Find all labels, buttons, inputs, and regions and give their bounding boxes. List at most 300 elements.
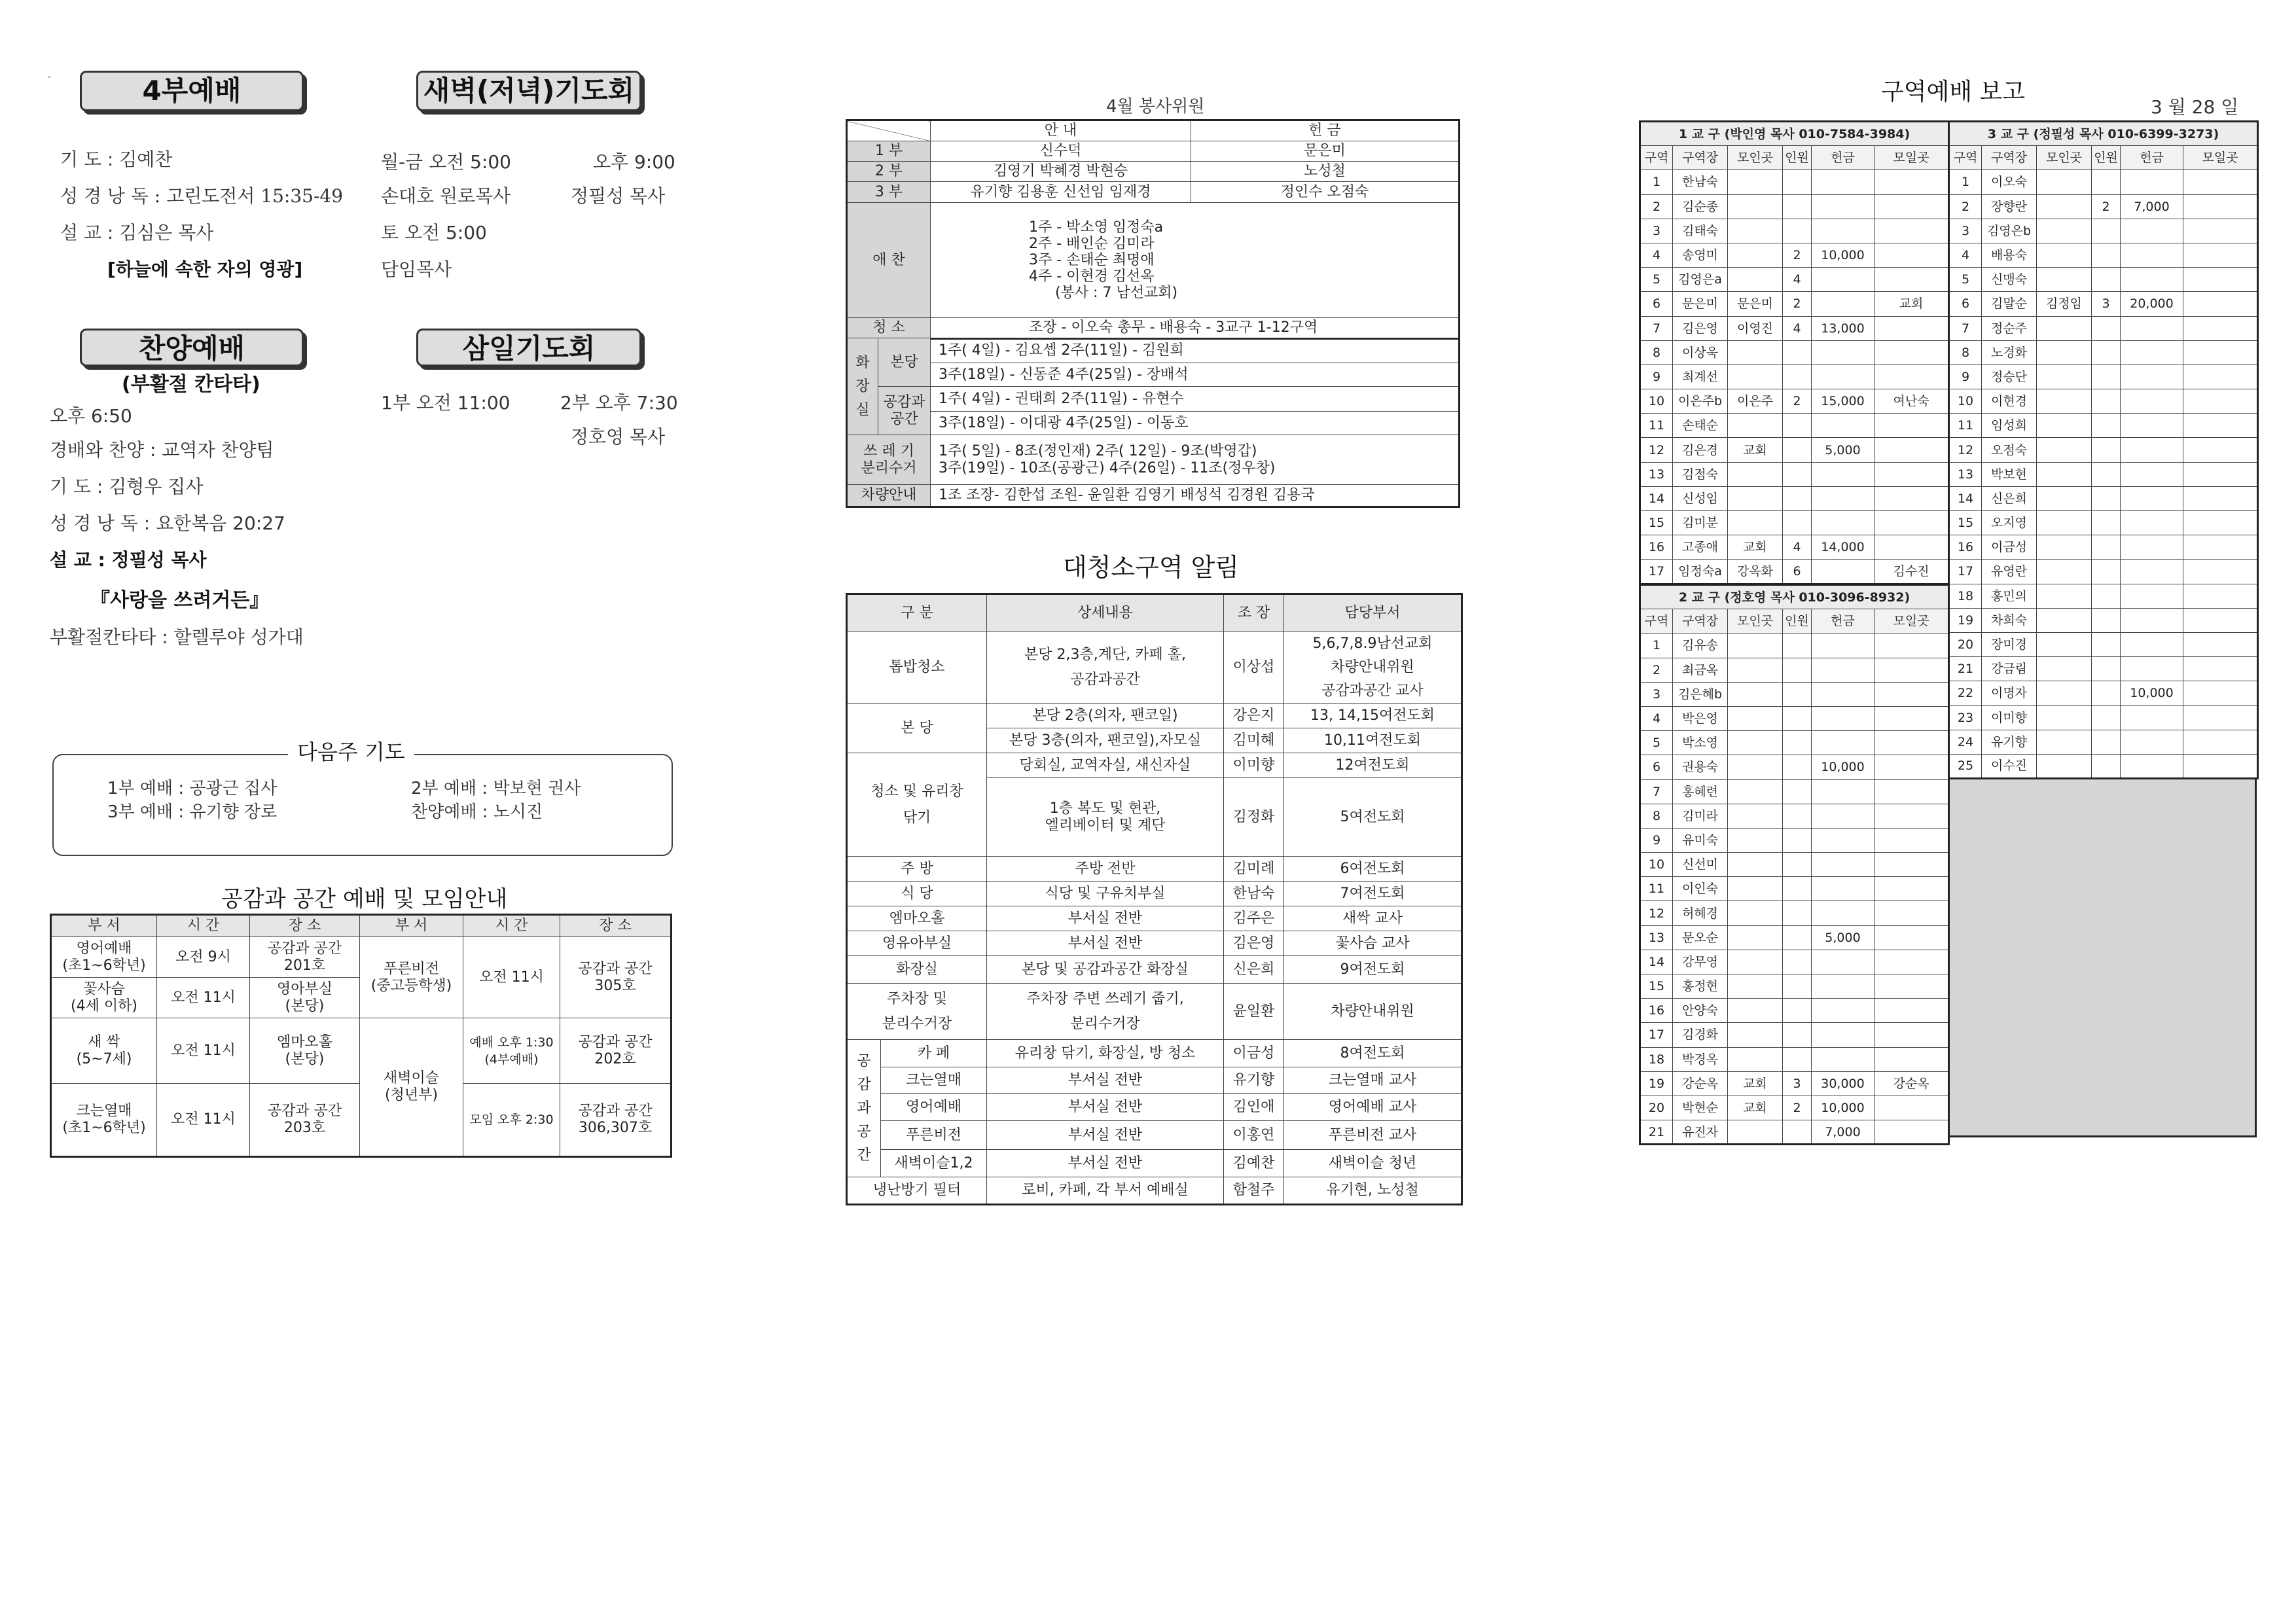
- district-cell: 교회: [1728, 1096, 1783, 1120]
- district-cell: 고종애: [1673, 535, 1728, 560]
- cleaning-cell: 영어예배 교사: [1284, 1094, 1462, 1121]
- col-header: 모일곳: [2183, 146, 2258, 170]
- cleaning-cell: 부서실 전반: [987, 931, 1224, 956]
- choir-line: 4주 - 이현경 김선옥: [1029, 268, 1155, 285]
- praise-reading: 성 경 낭 독 : 요한복음 20:27: [50, 512, 285, 534]
- cleaning-cell: 주차장 및 분리수거장: [847, 984, 987, 1040]
- district-cell: 유기향: [1982, 730, 2037, 754]
- district-cell: 이은주: [1728, 389, 1783, 414]
- district-cell: [1728, 268, 1783, 292]
- district-row: [1640, 414, 1949, 438]
- cleaning-cell: 식 당: [847, 882, 987, 906]
- cleaning-cell: 9여전도회: [1284, 956, 1462, 984]
- volunteer-cell: 1주( 4일) - 김요셉 2주(11일) - 김원희: [931, 338, 1460, 363]
- district-cell: [1812, 219, 1874, 243]
- district-row: [1640, 365, 1949, 389]
- district-2-table: [1639, 584, 1950, 1145]
- district-cell: [2092, 754, 2121, 778]
- district-cell: 10,000: [1812, 755, 1874, 779]
- cleaning-cell: 본 당: [847, 704, 987, 753]
- district-cell: [2092, 268, 2121, 292]
- col-header: 구역: [1640, 146, 1673, 170]
- district-cell: [1783, 901, 1812, 925]
- next-prayer-3: 3부 예배 : 유기향 장로: [107, 802, 278, 822]
- district-cell: 7,000: [2121, 194, 2183, 219]
- district-cell: [2183, 438, 2258, 462]
- district-cell: [1783, 414, 1812, 438]
- district-cell: 유미숙: [1673, 828, 1728, 852]
- cleaning-cell: 화장실: [847, 956, 987, 984]
- district-cell: [2037, 560, 2092, 584]
- district-cell: 1: [1640, 633, 1673, 658]
- space-h-time: 시 간: [157, 915, 250, 937]
- district-row: [1640, 462, 1949, 486]
- cleaning-cell: 강은지: [1224, 704, 1284, 728]
- district-1-table: [1639, 120, 1950, 585]
- district-cell: [2092, 438, 2121, 462]
- district-cell: [1874, 219, 1949, 243]
- district-cell: [1812, 779, 1874, 804]
- cleaning-cell: 윤일환: [1224, 984, 1284, 1040]
- district-cell: [2121, 560, 2183, 584]
- district-cell: 10: [1640, 853, 1673, 877]
- district-cell: [1874, 365, 1949, 389]
- cleaning-h-area: 구 분: [847, 594, 987, 632]
- cleaning-cell: 5,6,7,8.9남선교회 차량안내위원 공감과공간 교사: [1284, 632, 1462, 704]
- district-cell: 20,000: [2121, 292, 2183, 316]
- praise-subtitle: (부활절 칸타타): [122, 373, 260, 396]
- district-row: [1949, 414, 2258, 438]
- cleaning-cell: 유리창 닦기, 화장실, 방 청소: [987, 1040, 1224, 1067]
- district-cell: [2121, 754, 2183, 778]
- district-cell: 5,000: [1812, 925, 1874, 950]
- district-cell: 박소영: [1673, 731, 1728, 755]
- dawn-lead: 담임목사: [381, 259, 452, 280]
- district-cell: [1728, 633, 1783, 658]
- district-cell: 신선미: [1673, 853, 1728, 877]
- worship4-title: 4부예배: [80, 71, 304, 111]
- cleaning-cell: 냉난방기 필터: [847, 1177, 987, 1205]
- district-cell: [1728, 999, 1783, 1023]
- district-cell: 5: [1640, 731, 1673, 755]
- cleaning-cell: 5여전도회: [1284, 778, 1462, 857]
- volunteer-cell: 유기향 김용훈 신선임 임재경: [931, 182, 1191, 203]
- district-cell: [2037, 486, 2092, 510]
- district-cell: [1783, 779, 1812, 804]
- district-cell: 16: [1949, 535, 1982, 560]
- district-cell: [1728, 1023, 1783, 1047]
- volunteer-cell: 문은미: [1191, 141, 1460, 162]
- col-header: 모일곳: [1874, 146, 1949, 170]
- district-cell: 9: [1640, 365, 1673, 389]
- district-2-caption: 2 교 구 (정호영 목사 010-3096-8932): [1640, 585, 1949, 609]
- district-cell: [2121, 389, 2183, 414]
- col-header: 인원: [1783, 146, 1812, 170]
- district-cell: 김점숙: [1673, 462, 1728, 486]
- space-cell: 영어예배 (초1~6학년): [51, 937, 157, 978]
- volunteer-trash: [931, 435, 1460, 485]
- district-row: [1640, 755, 1949, 779]
- district-cell: 7: [1640, 779, 1673, 804]
- space-cell: 공감과 공간 305호: [560, 937, 672, 1018]
- district-row: [1640, 658, 1949, 682]
- district-cell: 24: [1949, 730, 1982, 754]
- district-cell: [2121, 268, 2183, 292]
- district-cell: 7,000: [1812, 1120, 1874, 1145]
- cleaning-cell: 차량안내위원: [1284, 984, 1462, 1040]
- district-cell: [1812, 462, 1874, 486]
- district-cell: [2092, 486, 2121, 510]
- district-cell: [2121, 414, 2183, 438]
- district-cell: 16: [1640, 999, 1673, 1023]
- choir-line: (봉사 : 7 남선교회): [1055, 285, 1178, 301]
- district-cell: [1783, 1047, 1812, 1071]
- district-cell: 유진자: [1673, 1120, 1728, 1145]
- district-row: [1640, 389, 1949, 414]
- volunteer-row-label: 애 찬: [847, 203, 931, 318]
- col-header: 모인곳: [1728, 146, 1783, 170]
- district-cell: 강무영: [1673, 950, 1728, 974]
- space-cell: 오전 11시: [157, 1084, 250, 1157]
- district-cell: 17: [1640, 1023, 1673, 1047]
- district-3-caption: 3 교 구 (정필성 목사 010-6399-3273): [1949, 122, 2258, 146]
- district-row: [1949, 681, 2258, 705]
- district-cell: 15: [1640, 511, 1673, 535]
- corner-dot: .: [47, 65, 52, 81]
- district-cell: 임정숙a: [1673, 560, 1728, 584]
- district-cell: [2037, 705, 2092, 730]
- district-row: [1949, 632, 2258, 656]
- district-cell: 신은희: [1982, 486, 2037, 510]
- district-cell: [2092, 316, 2121, 340]
- volunteer-cell: 3주(18일) - 이대광 4주(25일) - 이동호: [931, 412, 1460, 435]
- district-cell: [2092, 243, 2121, 267]
- district-cell: 오점숙: [1982, 438, 2037, 462]
- district-cell: 21: [1949, 657, 1982, 681]
- cleaning-cell: 주 방: [847, 857, 987, 882]
- volunteer-choir-list: [931, 203, 1460, 318]
- worship4-sermon: 설 교 : 김심은 목사: [60, 222, 214, 243]
- district-cell: 13,000: [1812, 316, 1874, 340]
- cleaning-cell: 부서실 전반: [987, 1121, 1224, 1150]
- district-cell: [1812, 682, 1874, 706]
- district-cell: [1812, 1047, 1874, 1071]
- cleaning-cell: 톱밥청소: [847, 632, 987, 704]
- district-cell: [2092, 730, 2121, 754]
- space-cell: 새 싹 (5~7세): [51, 1018, 157, 1084]
- district-cell: 6: [1640, 755, 1673, 779]
- district-cell: [2183, 365, 2258, 389]
- cleaning-cell: 크는열매: [881, 1067, 987, 1094]
- district-cell: [1783, 804, 1812, 828]
- cleaning-cell: 본당 3층(의자, 팬코일),자모실: [987, 728, 1224, 753]
- district-cell: 16: [1640, 535, 1673, 560]
- district-cell: 8: [1949, 340, 1982, 365]
- district-cell: 문은미: [1673, 292, 1728, 316]
- district-cell: 7: [1949, 316, 1982, 340]
- district-cell: 오지영: [1982, 511, 2037, 535]
- cleaning-cell: 카 페: [881, 1040, 987, 1067]
- district-cell: [1783, 999, 1812, 1023]
- district-cell: [2092, 560, 2121, 584]
- district-cell: 10,000: [1812, 1096, 1874, 1120]
- col-header: 구역장: [1982, 146, 2037, 170]
- choir-line: 3주 - 손태순 최명애: [1029, 252, 1155, 268]
- district-1-caption: 1 교 구 (박인영 목사 010-7584-3984): [1640, 122, 1949, 146]
- district-cell: [1728, 804, 1783, 828]
- district-cell: 19: [1640, 1071, 1673, 1096]
- district-row: [1640, 1120, 1949, 1145]
- col-header: 구역장: [1673, 609, 1728, 633]
- district-row: [1640, 999, 1949, 1023]
- district-cell: [1874, 755, 1949, 779]
- district-row: [1640, 511, 1949, 535]
- district-cell: [2121, 657, 2183, 681]
- district-cell: [2092, 170, 2121, 194]
- district-cell: 19: [1949, 608, 1982, 632]
- district-cell: 13: [1640, 925, 1673, 950]
- district-cell: [2092, 414, 2121, 438]
- district-cell: 차희숙: [1982, 608, 2037, 632]
- district-row: [1640, 219, 1949, 243]
- district-cell: 이은주b: [1673, 389, 1728, 414]
- district-cell: [2037, 681, 2092, 705]
- cleaning-cell: 김인애: [1224, 1094, 1284, 1121]
- district-cell: 교회: [1728, 535, 1783, 560]
- district-cell: 23: [1949, 705, 1982, 730]
- cleaning-cell: 부서실 전반: [987, 1150, 1224, 1177]
- district-cell: [2183, 486, 2258, 510]
- district-cell: [2183, 462, 2258, 486]
- space-cell: 공감과 공간 202호: [560, 1018, 672, 1084]
- district-row: [1640, 1023, 1949, 1047]
- district-cell: 홍혜련: [1673, 779, 1728, 804]
- district-cell: 3: [1949, 219, 1982, 243]
- district-cell: 이수진: [1982, 754, 2037, 778]
- district-cell: 4: [1783, 535, 1812, 560]
- cleaning-cell: 신은희: [1224, 956, 1284, 984]
- district-cell: [1812, 828, 1874, 852]
- cleaning-cell: 이상섭: [1224, 632, 1284, 704]
- district-cell: [1728, 658, 1783, 682]
- cleaning-cell: 함철주: [1224, 1177, 1284, 1205]
- district-cell: 유영란: [1982, 560, 2037, 584]
- district-cell: 4: [1783, 268, 1812, 292]
- district-cell: [2092, 462, 2121, 486]
- district-cell: [1874, 950, 1949, 974]
- district-cell: [2037, 657, 2092, 681]
- space-cell: 크는열매 (초1~6학년): [51, 1084, 157, 1157]
- volunteer-row-label: 쓰 레 기 분리수거: [847, 435, 931, 485]
- space-cell: 새벽이슬 (청년부): [360, 1018, 463, 1157]
- district-cell: [2037, 389, 2092, 414]
- district-cell: [2092, 219, 2121, 243]
- cleaning-cell: 새벽이슬1,2: [881, 1150, 987, 1177]
- district-cell: 18: [1949, 584, 1982, 608]
- district-cell: [1874, 828, 1949, 852]
- district-cell: [1783, 219, 1812, 243]
- district-cell: 장향란: [1982, 194, 2037, 219]
- district-cell: 정승단: [1982, 365, 2037, 389]
- col-header: 인원: [1783, 609, 1812, 633]
- district-cell: 15,000: [1812, 389, 1874, 414]
- praise-title: 찬양예배: [80, 329, 304, 366]
- district-cell: [1728, 779, 1783, 804]
- district-cell: 이금성: [1982, 535, 2037, 560]
- volunteer-table: [846, 119, 1460, 340]
- space-cell: 영아부실 (본당): [250, 978, 360, 1018]
- worship4-prayer: 기 도 : 김예찬: [60, 149, 173, 170]
- volunteer-title: 4월 봉사위원: [1106, 97, 1205, 116]
- volunteer-row-label: 화 장 실: [847, 338, 878, 435]
- district-cell: 강순옥: [1673, 1071, 1728, 1096]
- district-cell: [1728, 243, 1783, 267]
- district-cell: 권용숙: [1673, 755, 1728, 779]
- district-cell: [1812, 194, 1874, 219]
- volunteer-cell: 김영기 박혜경 박현승: [931, 162, 1191, 182]
- district-cell: 6: [1640, 292, 1673, 316]
- district-cell: [1728, 925, 1783, 950]
- district-cell: [1728, 462, 1783, 486]
- district-cell: 이영진: [1728, 316, 1783, 340]
- praise-sermon: 설 교 : 정필성 목사: [50, 549, 207, 571]
- district-cell: [1874, 633, 1949, 658]
- district-cell: [1728, 828, 1783, 852]
- district-cell: [2037, 608, 2092, 632]
- district-cell: [2183, 730, 2258, 754]
- col-header: 모인곳: [2037, 146, 2092, 170]
- worship4-reading: 성 경 낭 독 : 고린도전서 15:35-49: [60, 185, 344, 207]
- district-row: [1949, 730, 2258, 754]
- district-row: [1949, 560, 2258, 584]
- cleaning-cell: 이금성: [1224, 1040, 1284, 1067]
- district-cell: 3: [2092, 292, 2121, 316]
- district-cell: [1783, 194, 1812, 219]
- district-cell: 강옥화: [1728, 560, 1783, 584]
- district-cell: [1874, 268, 1949, 292]
- district-cell: 10: [1640, 389, 1673, 414]
- district-row: [1949, 194, 2258, 219]
- district-cell: [1783, 974, 1812, 999]
- district-cell: [2092, 365, 2121, 389]
- district-cell: [1812, 901, 1874, 925]
- district-cell: 13: [1640, 462, 1673, 486]
- cleaning-cell: 부서실 전반: [987, 1094, 1224, 1121]
- district-row: [1640, 268, 1949, 292]
- district-cell: 30,000: [1812, 1071, 1874, 1096]
- district-cell: [2183, 681, 2258, 705]
- district-cell: 정순주: [1982, 316, 2037, 340]
- volunteer-cell: 1주( 4일) - 권태희 2주(11일) - 유현수: [931, 387, 1460, 412]
- district-row: [1640, 1047, 1949, 1071]
- district-cell: [1728, 170, 1783, 194]
- district-cell: 노경화: [1982, 340, 2037, 365]
- district-cell: [2183, 243, 2258, 267]
- district-row: [1640, 804, 1949, 828]
- district-cell: [1728, 511, 1783, 535]
- cleaning-cell: 1층 복도 및 현관, 엘리베이터 및 계단: [987, 778, 1224, 857]
- cleaning-cell: 7여전도회: [1284, 882, 1462, 906]
- district-cell: [2121, 511, 2183, 535]
- space-h-place2: 장 소: [560, 915, 672, 937]
- space-h-time2: 시 간: [463, 915, 560, 937]
- district-cell: [1874, 877, 1949, 901]
- district-row: [1640, 1071, 1949, 1096]
- district-cell: [1874, 243, 1949, 267]
- district-cell: 2: [1640, 658, 1673, 682]
- district-cell: 18: [1640, 1047, 1673, 1071]
- district-cell: [2121, 705, 2183, 730]
- dawn-weekday-time: 월-금 오전 5:00: [381, 151, 511, 173]
- district-cell: [1812, 804, 1874, 828]
- district-cell: 김정임: [2037, 292, 2092, 316]
- district-cell: 8: [1640, 340, 1673, 365]
- praise-time: 오후 6:50: [50, 405, 132, 427]
- district-row: [1640, 682, 1949, 706]
- wed-second: 2부 오후 7:30: [560, 392, 678, 414]
- district-cell: [1812, 268, 1874, 292]
- district-cell: 13: [1949, 462, 1982, 486]
- cleaning-cell: 한남숙: [1224, 882, 1284, 906]
- cleaning-table: [846, 593, 1463, 1205]
- space-cell: 푸른비전 (중고등학생): [360, 937, 463, 1018]
- district-row: [1949, 754, 2258, 778]
- district-cell: [1728, 365, 1783, 389]
- district-row: [1640, 901, 1949, 925]
- district-cell: [1783, 682, 1812, 706]
- col-header: 모인곳: [1728, 609, 1783, 633]
- district-row: [1640, 560, 1949, 584]
- district-cell: 25: [1949, 754, 1982, 778]
- next-prayer-1: 1부 예배 : 공광근 집사: [107, 779, 278, 798]
- district-cell: [2092, 608, 2121, 632]
- district-cell: [2037, 511, 2092, 535]
- district-cell: [2092, 657, 2121, 681]
- district-cell: [1874, 340, 1949, 365]
- volunteer-table-2: [846, 338, 1460, 508]
- district-cell: [2121, 316, 2183, 340]
- district-cell: [1812, 340, 1874, 365]
- district-cell: 14: [1640, 950, 1673, 974]
- district-cell: [1874, 804, 1949, 828]
- district-cell: [1728, 340, 1783, 365]
- district-cell: [1783, 633, 1812, 658]
- district-cell: [2121, 365, 2183, 389]
- district-cell: [1783, 170, 1812, 194]
- district-row: [1949, 486, 2258, 510]
- district-cell: [1783, 853, 1812, 877]
- district-cell: 2: [1783, 243, 1812, 267]
- district-cell: [1874, 974, 1949, 999]
- district-cell: [2183, 414, 2258, 438]
- district-cell: 5: [1640, 268, 1673, 292]
- district-cell: 김수진: [1874, 560, 1949, 584]
- district-cell: 15: [1640, 974, 1673, 999]
- district-cell: [2092, 535, 2121, 560]
- cleaning-cell: 새벽이슬 청년: [1284, 1150, 1462, 1177]
- volunteer-row-label: 청 소: [847, 318, 931, 339]
- cleaning-cell: 12여전도회: [1284, 753, 1462, 778]
- district-cell: [2121, 438, 2183, 462]
- district-cell: [2121, 170, 2183, 194]
- district-row: [1949, 438, 2258, 462]
- district-cell: [2183, 170, 2258, 194]
- space-cell: 오전 9시: [157, 937, 250, 978]
- district-cell: [2092, 584, 2121, 608]
- volunteer-row-label: 3 부: [847, 182, 931, 203]
- district-cell: 한남숙: [1673, 170, 1728, 194]
- district-cell: [2037, 340, 2092, 365]
